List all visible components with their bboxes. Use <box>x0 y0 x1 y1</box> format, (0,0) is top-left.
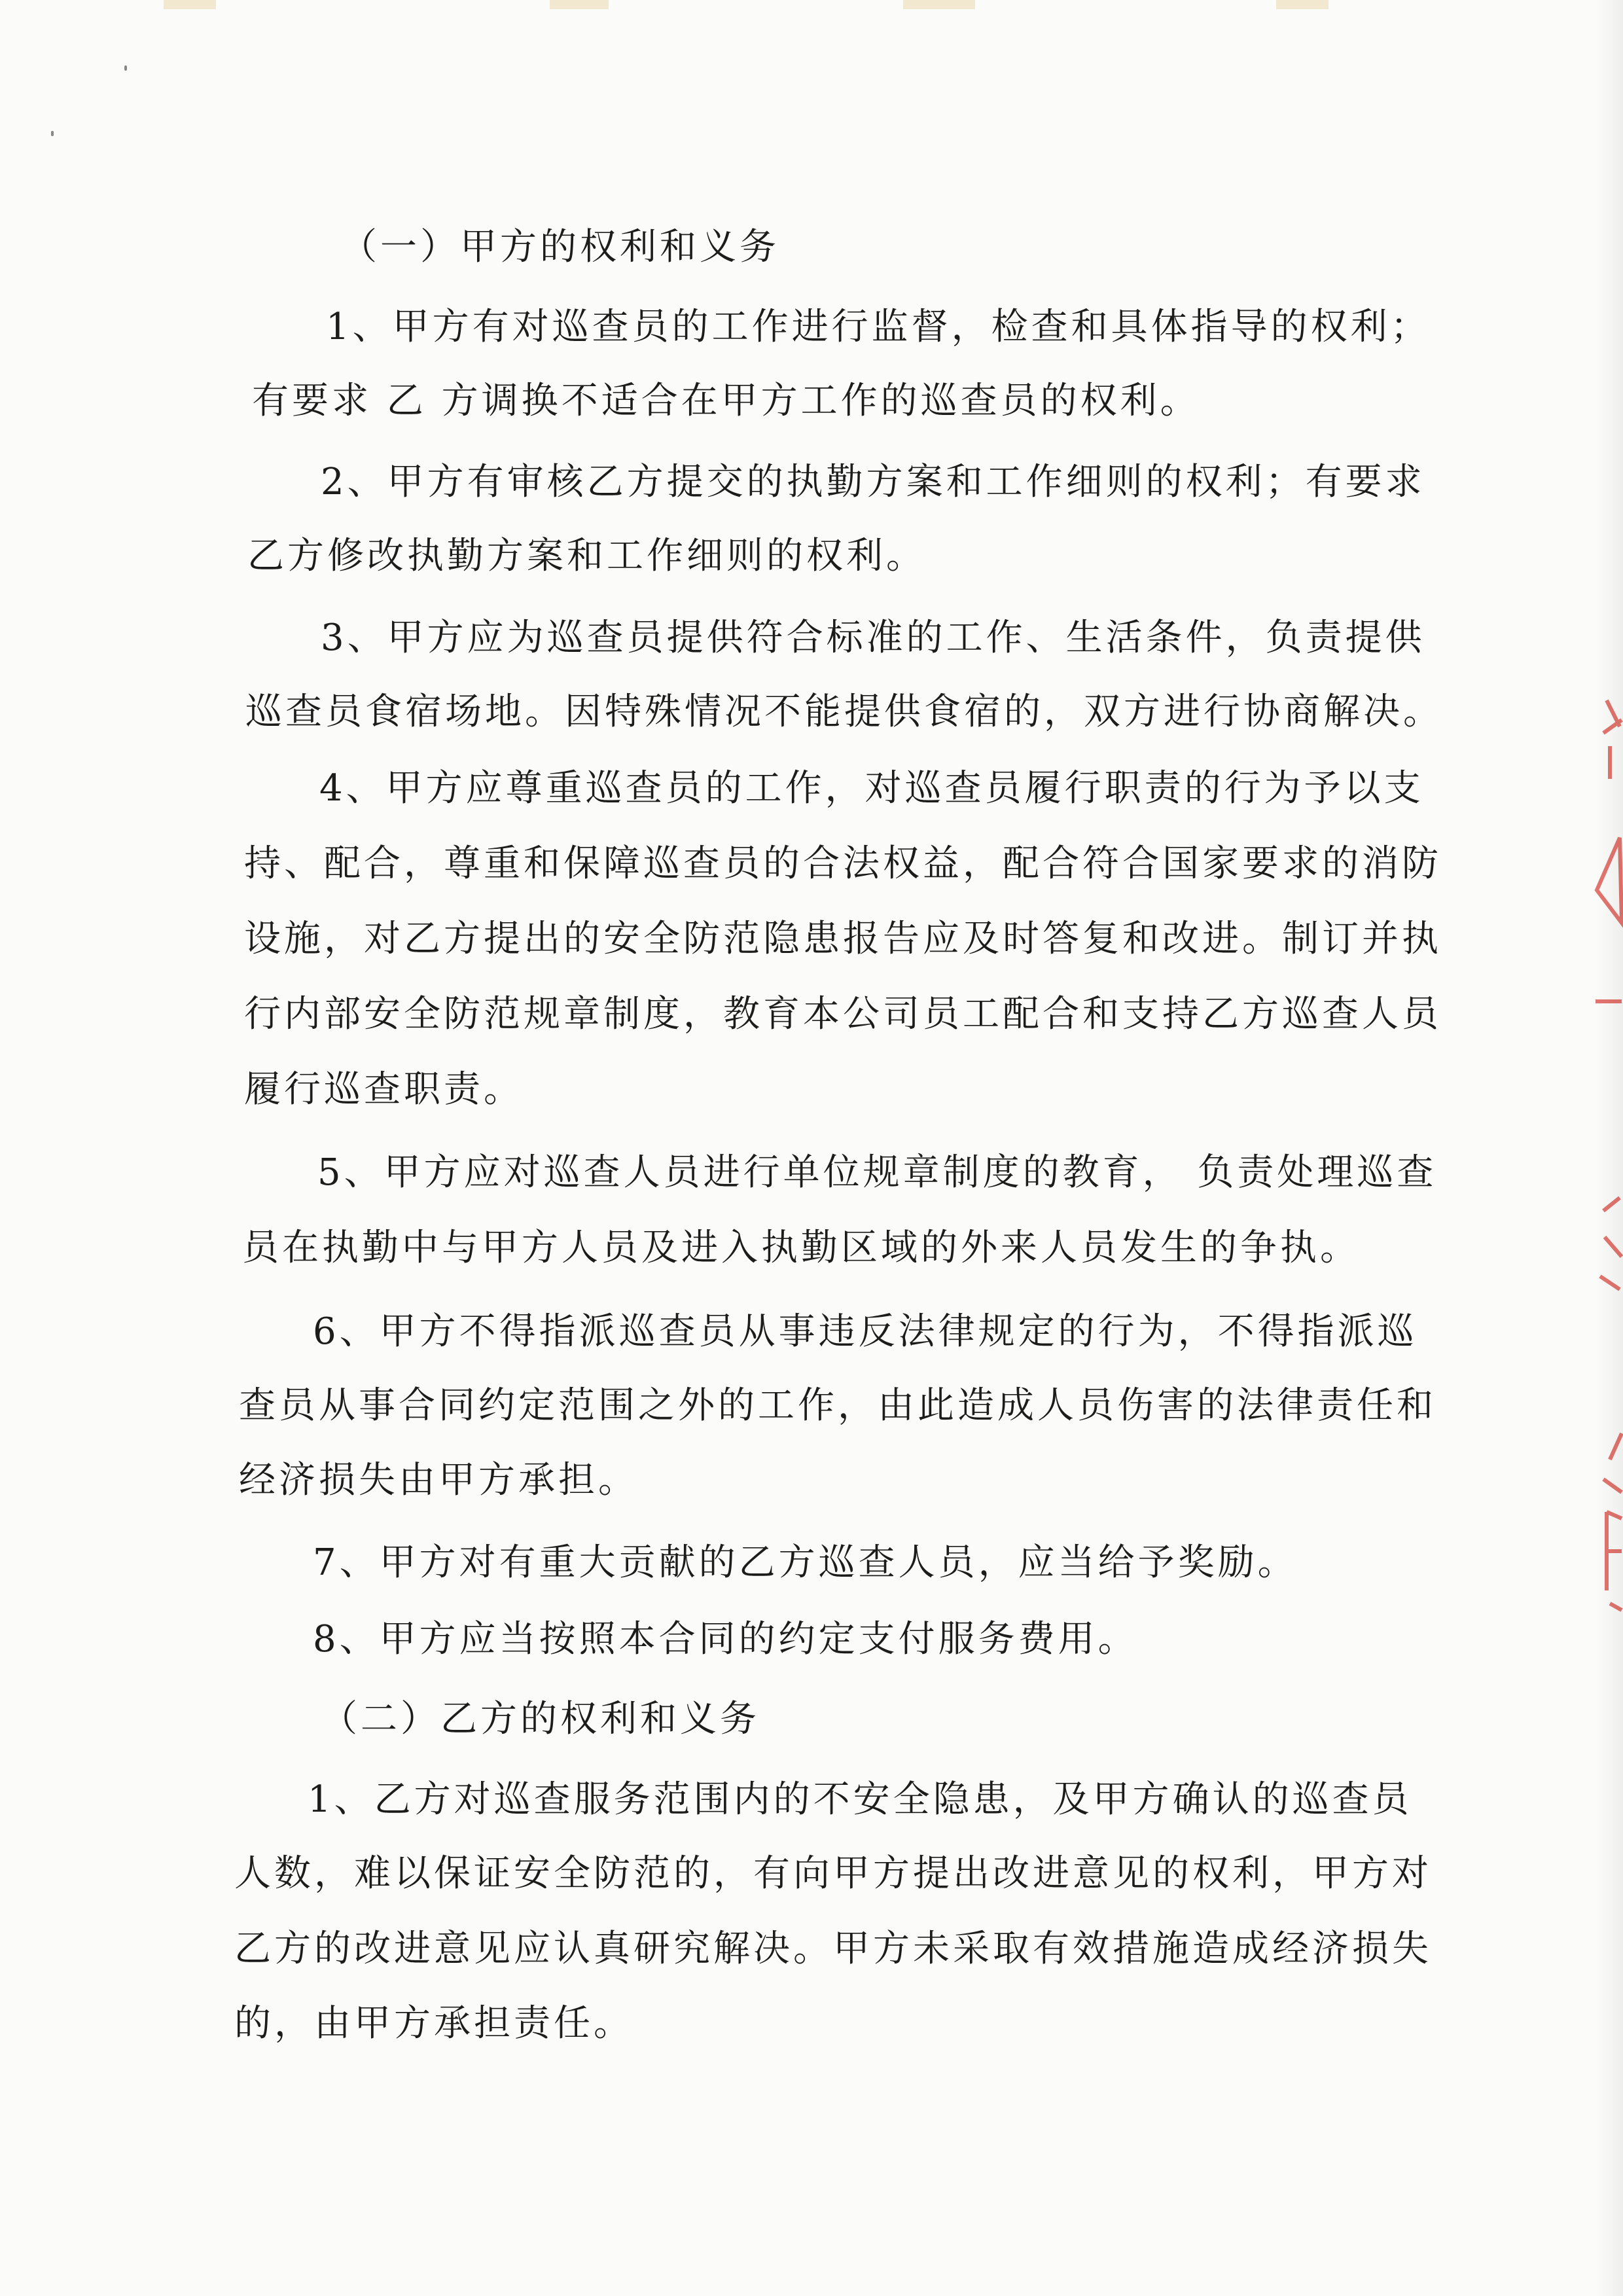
section-heading-party-a: （一）甲方的权利和义务 <box>340 226 779 268</box>
paper-speck <box>51 131 54 136</box>
paragraph-line: 8、甲方应当按照本合同的约定支付服务费用。 <box>313 1618 1138 1660</box>
paragraph-line: 履行巡查职责。 <box>244 1068 524 1111</box>
page-edge-shadow <box>1597 0 1623 2296</box>
paragraph-line: 查员从事合同约定范围之外的工作，由此造成人员伤害的法律责任和 <box>239 1384 1436 1427</box>
paragraph-line: 4、甲方应尊重巡查员的工作，对巡查员履行职责的行为予以支 <box>319 767 1424 810</box>
paragraph-line: 员在执勤中与甲方人员及进入执勤区域的外来人员发生的争执。 <box>242 1227 1360 1269</box>
paragraph-line: 2、甲方有审核乙方提交的执勤方案和工作细则的权利；有要求 <box>321 461 1425 503</box>
top-edge-mark <box>903 0 975 9</box>
paragraph-line: 巡查员食宿场地。因特殊情况不能提供食宿的，双方进行协商解决。 <box>245 691 1443 733</box>
paragraph-line: 5、甲方应对巡查人员进行单位规章制度的教育， 负责处理巡查 <box>317 1151 1437 1194</box>
paragraph-line: 乙方的改进意见应认真研究解决。甲方未采取有效措施造成经济损失 <box>234 1928 1432 1970</box>
paragraph-line: 1、乙方对巡查服务范围内的不安全隐患，及甲方确认的巡查员 <box>308 1778 1412 1821</box>
paragraph-line: 设施，对乙方提出的安全防范隐患报告应及时答复和改进。制订并执 <box>244 918 1442 960</box>
top-edge-mark <box>164 0 216 9</box>
paragraph-line: 1、甲方有对巡查员的工作进行监督，检查和具体指导的权利； <box>326 306 1431 348</box>
paragraph-line: 的，由甲方承担责任。 <box>234 2002 633 2045</box>
paragraph-line: 人数，难以保证安全防范的，有向甲方提出改进意见的权利，甲方对 <box>234 1852 1432 1895</box>
paper-speck <box>124 65 127 71</box>
top-edge-mark <box>550 0 609 9</box>
paragraph-line: 3、甲方应为巡查员提供符合标准的工作、生活条件，负责提供 <box>321 617 1425 659</box>
section-heading-party-b: （二）乙方的权利和义务 <box>321 1698 760 1740</box>
top-edge-mark <box>1276 0 1329 9</box>
paragraph-line: 7、甲方对有重大贡献的乙方巡查人员，应当给予奖励。 <box>313 1541 1298 1584</box>
paragraph-line: 6、甲方不得指派巡查员从事违反法律规定的行为，不得指派巡 <box>313 1310 1418 1353</box>
paragraph-line: 行内部安全防范规章制度，教育本公司员工配合和支持乙方巡查人员 <box>244 993 1442 1035</box>
paragraph-line: 有要求 乙 方调换不适合在甲方工作的巡查员的权利。 <box>252 380 1200 422</box>
paragraph-line: 乙方修改执勤方案和工作细则的权利。 <box>247 535 926 577</box>
paragraph-line: 持、配合，尊重和保障巡查员的合法权益，配合符合国家要求的消防 <box>244 842 1442 885</box>
paragraph-line: 经济损失由甲方承担。 <box>239 1459 638 1501</box>
